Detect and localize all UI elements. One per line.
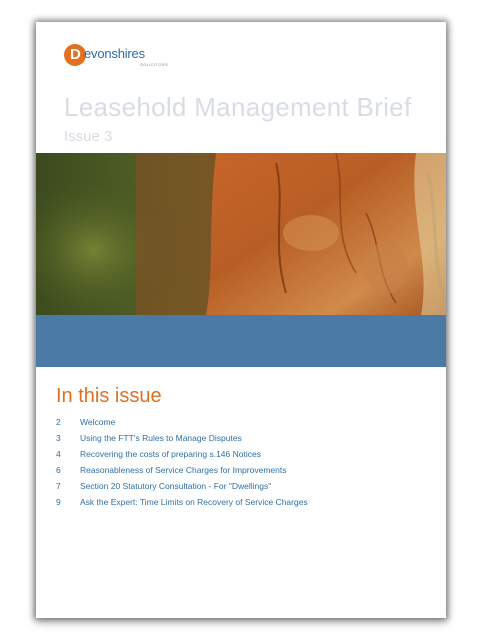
contents-page-number: 9: [56, 497, 61, 507]
contents-item-title: Using the FTT's Rules to Manage Disputes: [80, 433, 242, 443]
contents-item[interactable]: [56, 446, 436, 462]
contents-page-number: 2: [56, 417, 61, 427]
contents-item-title: Reasonableness of Service Charges for Improvements: [80, 465, 287, 475]
contents-item[interactable]: [56, 430, 436, 446]
contents-item[interactable]: [56, 478, 436, 494]
logo-wordmark: evonshires: [84, 46, 145, 61]
issue-number: Issue 3: [64, 128, 113, 145]
contents-page-number: 4: [56, 449, 61, 459]
logo-subtitle: SOLICITORS: [140, 62, 169, 67]
contents-item-title: Welcome: [80, 417, 116, 427]
logo-circle-mark: [64, 44, 86, 66]
contents-item[interactable]: [56, 414, 436, 430]
blue-banner: [36, 315, 446, 367]
contents-page-number: 6: [56, 465, 61, 475]
cover-photo: [36, 153, 446, 315]
contents-item[interactable]: [56, 494, 436, 510]
publication-title: Leasehold Management Brief: [64, 92, 412, 122]
contents-heading: In this issue: [56, 385, 162, 407]
contents-page-number: 3: [56, 433, 61, 443]
contents-page-number: 7: [56, 481, 61, 491]
logo-letter: D: [70, 46, 81, 63]
devonshires-logo: [64, 44, 174, 70]
brochure-cover: [36, 22, 446, 618]
cover-photo-image: [36, 153, 446, 315]
contents-item-title: Ask the Expert: Time Limits on Recovery of Service Charges: [80, 497, 308, 507]
contents-list: [56, 414, 436, 510]
contents-item-title: Section 20 Statutory Consultation - For "Dwellings": [80, 481, 272, 491]
contents-item[interactable]: [56, 462, 436, 478]
contents-item-title: Recovering the costs of preparing s.146 Notices: [80, 449, 261, 459]
